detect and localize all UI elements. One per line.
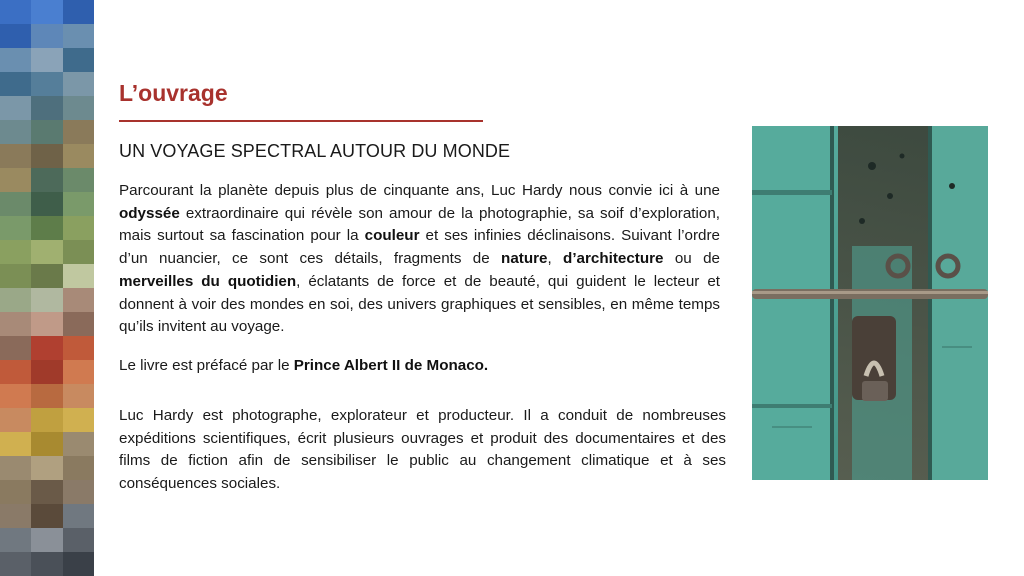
mosaic-tile bbox=[63, 312, 94, 336]
mosaic-tile bbox=[31, 144, 62, 168]
bold-odyssee: odyssée bbox=[119, 204, 180, 222]
mosaic-tile bbox=[63, 96, 94, 120]
mosaic-tile bbox=[0, 336, 31, 360]
mosaic-tile bbox=[0, 168, 31, 192]
mosaic-tile bbox=[31, 96, 62, 120]
bold-architecture: d’architecture bbox=[563, 250, 664, 268]
section-heading: L’ouvrage bbox=[119, 80, 228, 106]
mosaic-tile bbox=[31, 552, 62, 576]
mosaic-tile bbox=[0, 240, 31, 264]
mosaic-tile bbox=[63, 144, 94, 168]
mosaic-tile bbox=[63, 240, 94, 264]
mosaic-tile bbox=[0, 120, 31, 144]
mosaic-tile bbox=[0, 96, 31, 120]
mosaic-tile bbox=[31, 48, 62, 72]
mosaic-tile bbox=[63, 528, 94, 552]
mosaic-tile bbox=[63, 120, 94, 144]
mosaic-tile bbox=[63, 384, 94, 408]
bold-prince-albert: Prince Albert II de Monaco. bbox=[293, 357, 489, 374]
mosaic-tile bbox=[31, 24, 62, 48]
mosaic-tile bbox=[31, 384, 62, 408]
mosaic-tile bbox=[0, 456, 31, 480]
mosaic-tile bbox=[0, 552, 31, 576]
mosaic-tile bbox=[0, 288, 31, 312]
mosaic-tile bbox=[31, 312, 62, 336]
mosaic-tile bbox=[0, 312, 31, 336]
mosaic-tile bbox=[63, 480, 94, 504]
mosaic-tile bbox=[63, 360, 94, 384]
mosaic-tile bbox=[63, 72, 94, 96]
mosaic-tile bbox=[31, 504, 62, 528]
mosaic-tile bbox=[63, 264, 94, 288]
mosaic-tile bbox=[31, 336, 62, 360]
heading-underline bbox=[119, 120, 483, 122]
mosaic-tile bbox=[31, 240, 62, 264]
mosaic-tile bbox=[0, 48, 31, 72]
mosaic-tile bbox=[63, 432, 94, 456]
mosaic-tile bbox=[63, 288, 94, 312]
mosaic-tile bbox=[0, 384, 31, 408]
mosaic-tile bbox=[31, 216, 62, 240]
mosaic-tile bbox=[31, 432, 62, 456]
mosaic-tile bbox=[0, 408, 31, 432]
color-mosaic-strip bbox=[0, 0, 94, 576]
door-photo bbox=[752, 126, 988, 480]
mosaic-tile bbox=[0, 528, 31, 552]
mosaic-tile bbox=[0, 72, 31, 96]
intro-paragraph: Parcourant la planète depuis plus de cinquante ans, Luc Hardy nous convie ici à une odyssée extraordinaire qui révèle son amour de la photographie, sa soif d’exploration, mais surtout sa fascination pour la couleur et ses infinies déclinaisons. Suivant l’ordre d’un nuancier, ce sont ces détails, fragments de nature, d’architecture ou de merveilles du quotidien, éclatants de force et de beauté, qui guident le lecteur et donnent à voir des mondes en soi, des univers graphiques et sensibles, en même temps qu’ils invitent au voyage. bbox=[119, 182, 720, 336]
mosaic-tile bbox=[0, 0, 31, 24]
mosaic-tile bbox=[31, 456, 62, 480]
mosaic-tile bbox=[0, 360, 31, 384]
mosaic-tile bbox=[0, 264, 31, 288]
mosaic-tile bbox=[63, 216, 94, 240]
mosaic-tile bbox=[31, 0, 62, 24]
subtitle: UN VOYAGE SPECTRAL AUTOUR DU MONDE bbox=[119, 141, 511, 161]
mosaic-tile bbox=[63, 336, 94, 360]
mosaic-tile bbox=[31, 408, 62, 432]
mosaic-tile bbox=[31, 528, 62, 552]
mosaic-tile bbox=[0, 216, 31, 240]
mosaic-tile bbox=[31, 360, 62, 384]
mosaic-tile bbox=[31, 168, 62, 192]
mosaic-tile bbox=[63, 48, 94, 72]
mosaic-tile bbox=[31, 72, 62, 96]
mosaic-tile bbox=[0, 432, 31, 456]
mosaic-tile bbox=[31, 192, 62, 216]
mosaic-tile bbox=[0, 504, 31, 528]
mosaic-tile bbox=[0, 480, 31, 504]
mosaic-tile bbox=[63, 24, 94, 48]
mosaic-tile bbox=[31, 120, 62, 144]
mosaic-tile bbox=[0, 24, 31, 48]
mosaic-tile bbox=[31, 264, 62, 288]
mosaic-tile bbox=[0, 144, 31, 168]
bold-merveilles: merveilles du quotidien bbox=[119, 272, 297, 290]
preface-paragraph: Le livre est préfacé par le Prince Albert II de Monaco. bbox=[119, 357, 489, 374]
mosaic-tile bbox=[63, 192, 94, 216]
mosaic-tile bbox=[63, 552, 94, 576]
mosaic-tile bbox=[63, 456, 94, 480]
author-bio-paragraph: Luc Hardy est photographe, explorateur et producteur. Il a conduit de nombreuses expéditions scientifiques, écrit plusieurs ouvrages et produit des documentaires et des films de fiction afin de sensibiliser le public au changement climatique et à ses conséquences sociales. bbox=[119, 407, 726, 493]
mosaic-tile bbox=[63, 0, 94, 24]
mosaic-tile bbox=[63, 504, 94, 528]
mosaic-tile bbox=[63, 168, 94, 192]
mosaic-tile bbox=[31, 480, 62, 504]
bold-couleur: couleur bbox=[364, 227, 420, 245]
mosaic-tile bbox=[0, 192, 31, 216]
bold-nature: nature bbox=[501, 250, 548, 268]
mosaic-tile bbox=[63, 408, 94, 432]
mosaic-tile bbox=[31, 288, 62, 312]
